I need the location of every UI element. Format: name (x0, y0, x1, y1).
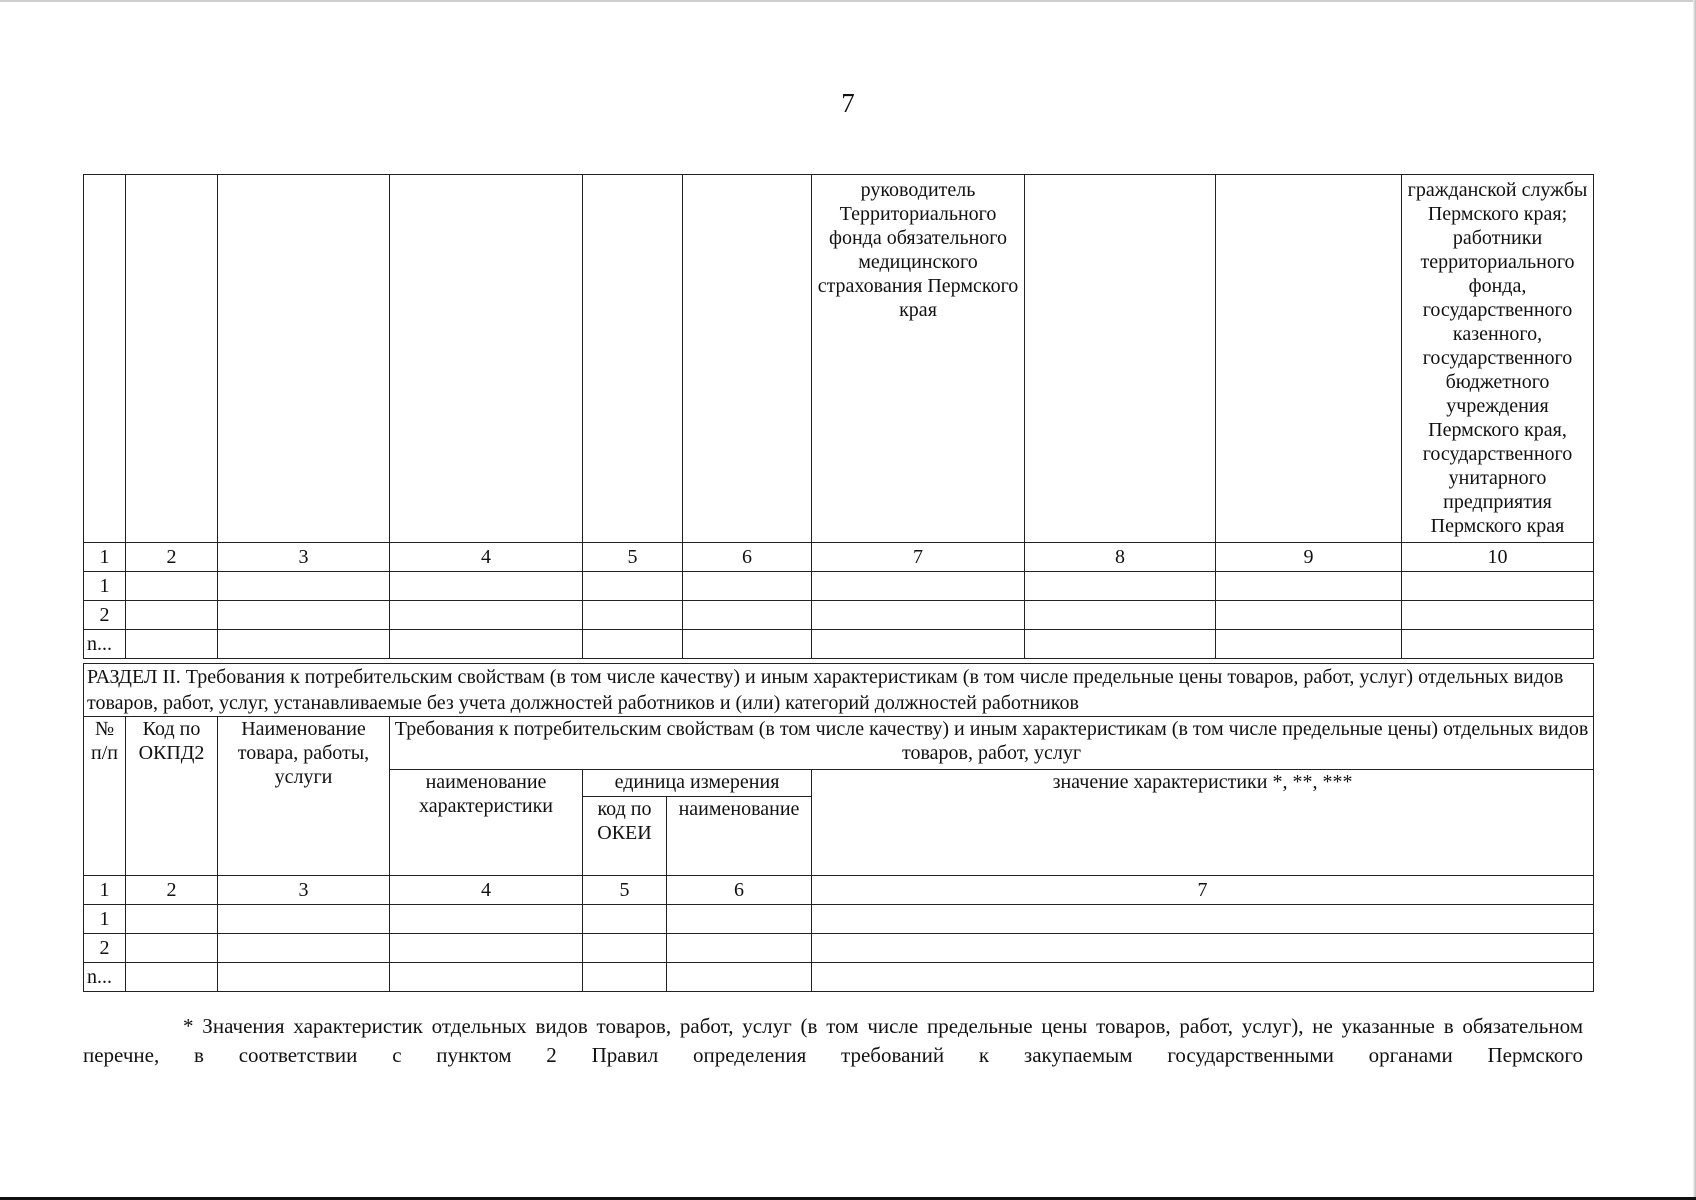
table-row (84, 905, 1594, 934)
table-cell (218, 934, 390, 963)
section-title: РАЗДЕЛ II. Требования к потребительским свойствам (в том числе качеству) и иным характеристикам (в том числе предельные цены товаров, работ, услуг) отдельных видов товаров, работ, услуг, устанавливаемые без учета должностей работников и (или) категорий должностей работников (84, 664, 1594, 717)
continuation-table (83, 174, 1594, 659)
table-cell (1402, 601, 1594, 630)
table1-header-cell-7: руководитель Территориального фонда обязательного медицинского страхования Пермского края (812, 175, 1025, 543)
column-number: 5 (583, 543, 683, 572)
table-cell (126, 905, 218, 934)
section-title-row (84, 664, 1594, 717)
column-number: 10 (1402, 543, 1594, 572)
header-characteristic-name: наименование характеристики (390, 770, 583, 876)
section-2-table (83, 663, 1594, 992)
table1-column-numbers-row (84, 543, 1594, 572)
header-requirements: Требования к потребительским свойствам (в том числе качеству) и иным характеристикам (в том числе предельные цены) отдельных видов товаров, работ, услуг (390, 717, 1594, 770)
table-row (84, 601, 1594, 630)
row-label: 1 (84, 905, 126, 934)
table-cell (1216, 572, 1402, 601)
footnote: * Значения характеристик отдельных видов товаров, работ, услуг (в том числе предельные цены товаров, работ, услуг), не указанные в обязательном перечне, в соответствии с пунктом 2 Правил определения требований к закупаемым государственными органами Пермского (83, 1014, 1583, 1067)
scan-edge-top (0, 0, 1696, 2)
table-cell (218, 963, 390, 992)
row-label: n... (84, 963, 126, 992)
column-number: 5 (583, 876, 667, 905)
table-cell (126, 934, 218, 963)
column-number: 6 (667, 876, 812, 905)
column-number: 2 (126, 876, 218, 905)
table-cell (218, 572, 390, 601)
row-label: 2 (84, 601, 126, 630)
table-cell (218, 601, 390, 630)
column-number: 2 (126, 543, 218, 572)
table-cell (812, 963, 1594, 992)
column-number: 8 (1025, 543, 1216, 572)
table-cell (812, 572, 1025, 601)
table-cell (1025, 630, 1216, 659)
table-cell (583, 630, 683, 659)
table-cell (583, 963, 667, 992)
table-cell (1025, 572, 1216, 601)
table-cell (218, 905, 390, 934)
row-label: 1 (84, 572, 126, 601)
table-cell (218, 630, 390, 659)
table1-header-row (84, 175, 1594, 543)
table1-header-cell-2 (126, 175, 218, 543)
table-cell (667, 963, 812, 992)
header-okpd: Код по ОКПД2 (126, 717, 218, 876)
table-cell (667, 934, 812, 963)
column-number: 4 (390, 543, 583, 572)
column-number: 3 (218, 543, 390, 572)
table-row (84, 630, 1594, 659)
table1-header-cell-1 (84, 175, 126, 543)
column-number: 4 (390, 876, 583, 905)
table-row (84, 934, 1594, 963)
table-cell (683, 601, 812, 630)
table-cell (683, 572, 812, 601)
header-unit-name: наименование (667, 797, 812, 876)
table-cell (583, 572, 683, 601)
column-number: 6 (683, 543, 812, 572)
table-cell (583, 905, 667, 934)
table-cell (390, 572, 583, 601)
column-number: 7 (812, 876, 1594, 905)
header-unit: единица измерения (583, 770, 812, 797)
table-cell (583, 934, 667, 963)
table-cell (1216, 630, 1402, 659)
table-cell (126, 630, 218, 659)
table-cell (812, 934, 1594, 963)
table1-header-cell-10: гражданской службы Пермского края; работники территориального фонда, государственного казенного, государственного бюджетного учреждения Пермского края, государственного унитарного предприятия Пермского края (1402, 175, 1594, 543)
column-number: 9 (1216, 543, 1402, 572)
table-cell (812, 601, 1025, 630)
table1-header-cell-4 (390, 175, 583, 543)
table2-header-row-1 (84, 717, 1594, 770)
header-num: № п/п (84, 717, 126, 876)
table-row (84, 963, 1594, 992)
table-cell (812, 905, 1594, 934)
table-cell (390, 630, 583, 659)
table1-header-cell-5 (583, 175, 683, 543)
table1-header-cell-6 (683, 175, 812, 543)
table-cell (683, 630, 812, 659)
table-cell (1025, 601, 1216, 630)
table1-header-cell-9 (1216, 175, 1402, 543)
column-number: 7 (812, 543, 1025, 572)
table1-header-cell-8 (1025, 175, 1216, 543)
column-number: 1 (84, 876, 126, 905)
table-cell (1402, 630, 1594, 659)
header-characteristic-value: значение характеристики *, **, *** (812, 770, 1594, 876)
table-cell (1216, 601, 1402, 630)
row-label: 2 (84, 934, 126, 963)
table-cell (126, 601, 218, 630)
table-cell (667, 905, 812, 934)
table1-header-cell-3 (218, 175, 390, 543)
table-cell (1402, 572, 1594, 601)
column-number: 3 (218, 876, 390, 905)
table-row (84, 572, 1594, 601)
column-number: 1 (84, 543, 126, 572)
table-cell (812, 630, 1025, 659)
table-cell (390, 963, 583, 992)
header-okei-code: код по ОКЕИ (583, 797, 667, 876)
row-label: n... (84, 630, 126, 659)
table-cell (390, 905, 583, 934)
table-cell (126, 572, 218, 601)
table2-column-numbers-row (84, 876, 1594, 905)
header-product-name: Наименование товара, работы, услуги (218, 717, 390, 876)
page-number: 7 (841, 88, 855, 118)
table-cell (126, 963, 218, 992)
table-cell (583, 601, 683, 630)
table-cell (390, 934, 583, 963)
table-cell (390, 601, 583, 630)
